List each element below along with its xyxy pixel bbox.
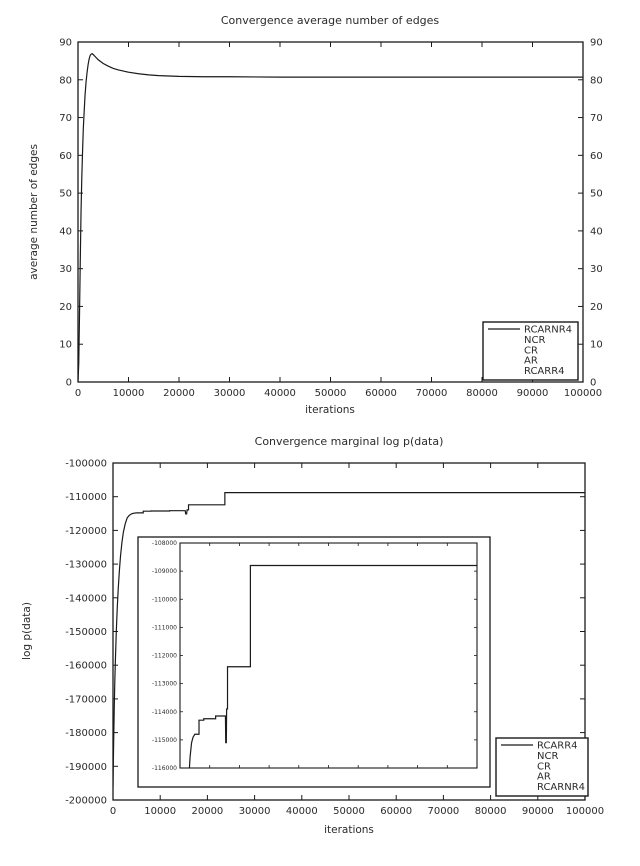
y-tick-label: -110000: [65, 492, 107, 504]
x-tick-label: 100000: [563, 388, 603, 399]
x-tick-label: 0: [74, 388, 82, 399]
x-tick-label: 80000: [474, 806, 507, 817]
inset-y-tick-label: -108000: [151, 540, 177, 547]
y-axis-label: log p(data): [21, 602, 33, 660]
legend: [496, 738, 588, 796]
x-tick-label: 80000: [466, 388, 498, 399]
inset-y-tick-label: -112000: [151, 652, 177, 660]
x-tick-label: 0: [109, 806, 117, 817]
legend-entry-label: RCARNR4: [524, 324, 573, 336]
y-tick-label: 80: [59, 75, 72, 87]
inset-y-tick-label: -115000: [151, 736, 177, 744]
y-tick-label: 90: [59, 37, 72, 49]
legend-entry-label: RCARR4: [537, 740, 578, 752]
y-tick-label: 40: [59, 226, 72, 238]
x-tick-label: 70000: [427, 806, 460, 817]
y-tick-label-right: 60: [590, 150, 603, 162]
y-tick-label-right: 50: [590, 188, 603, 200]
y-tick-label-right: 20: [590, 301, 603, 313]
x-tick-label: 70000: [415, 388, 448, 399]
x-tick-label: 30000: [238, 806, 271, 817]
chart-average-edges-svg: [0, 0, 640, 430]
y-tick-label: -130000: [65, 559, 107, 571]
inset-y-tick-label: -113000: [151, 680, 177, 688]
legend-entry-label: RCARNR4: [537, 782, 586, 794]
x-tick-label: 10000: [144, 806, 177, 817]
x-tick-label: 10000: [112, 388, 145, 399]
y-tick-label: -100000: [65, 458, 107, 470]
y-axis-label: average number of edges: [28, 144, 40, 280]
inset-y-tick-label: -111000: [151, 624, 177, 632]
x-tick-label: 50000: [314, 388, 347, 399]
legend-entry-label: CR: [537, 761, 551, 773]
x-tick-label: 90000: [521, 806, 554, 817]
x-axis-label: iterations: [324, 824, 374, 836]
y-tick-label: -200000: [65, 795, 107, 807]
y-tick-label: -120000: [65, 525, 107, 537]
legend-entry-label: NCR: [537, 750, 559, 762]
y-tick-label-right: 90: [590, 37, 603, 49]
y-tick-label: -150000: [65, 627, 107, 638]
x-tick-label: 20000: [163, 388, 195, 399]
y-tick-label-right: 0: [590, 377, 597, 389]
chart-title: Convergence marginal log p(data): [254, 435, 444, 448]
y-tick-label: 20: [59, 301, 72, 313]
chart-log-pdata: [0, 430, 640, 866]
y-tick-label: 70: [59, 113, 72, 125]
inset-y-tick-label: -110000: [151, 596, 177, 604]
inset-y-tick-label: -116000: [151, 765, 177, 772]
chart-average-edges: [0, 0, 640, 430]
chart-title: Convergence average number of edges: [220, 14, 440, 27]
y-tick-label-right: 80: [590, 75, 603, 87]
x-tick-label: 20000: [191, 806, 224, 817]
legend-entry-label: AR: [537, 771, 551, 783]
y-tick-label: 10: [59, 339, 72, 351]
legend: [483, 322, 578, 380]
x-tick-label: 60000: [380, 806, 413, 817]
x-tick-label: 40000: [264, 388, 296, 399]
y-tick-label: 30: [59, 264, 72, 276]
inset-plot-border: [180, 543, 477, 768]
x-tick-label: 30000: [213, 388, 246, 399]
y-tick-label: 60: [59, 150, 72, 162]
y-tick-label: -190000: [65, 761, 107, 773]
chart-log-pdata-svg: [0, 430, 640, 866]
y-tick-label: 0: [65, 377, 72, 389]
y-tick-label-right: 10: [590, 339, 603, 351]
x-tick-label: 50000: [333, 806, 365, 817]
legend-entry-label: CR: [524, 345, 538, 357]
x-tick-label: 60000: [365, 388, 397, 399]
y-tick-label-right: 40: [590, 226, 603, 238]
x-axis-label: iterations: [305, 404, 355, 416]
y-tick-label: -180000: [65, 728, 107, 740]
x-tick-label: 40000: [285, 806, 318, 817]
y-tick-label: 50: [59, 188, 72, 200]
legend-entry-label: RCARR4: [524, 366, 565, 378]
x-tick-label: 100000: [565, 806, 605, 817]
legend-entry-label: NCR: [524, 334, 546, 346]
legend-entry-label: AR: [524, 355, 538, 367]
y-tick-label: -140000: [65, 593, 107, 605]
inset-y-tick-label: -114000: [151, 708, 177, 716]
inset-y-tick-label: -109000: [151, 568, 177, 576]
y-tick-label: -170000: [65, 694, 107, 706]
y-tick-label: -160000: [65, 660, 107, 672]
y-tick-label-right: 30: [590, 264, 603, 276]
y-tick-label-right: 70: [590, 113, 603, 125]
x-tick-label: 90000: [516, 388, 549, 399]
